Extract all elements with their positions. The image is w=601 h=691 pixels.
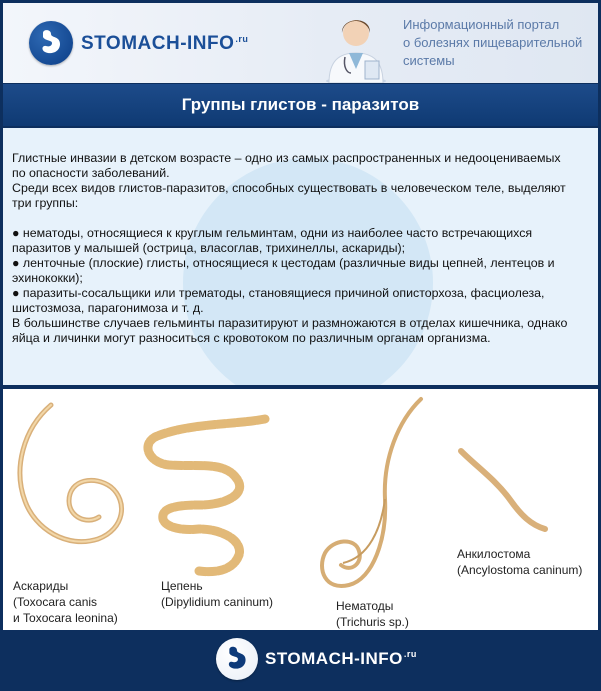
page-title: Группы глистов - паразитов <box>3 84 598 126</box>
nematode-illustration <box>322 399 421 586</box>
paragraph: Среди всех видов глистов-паразитов, способных существовать в человеческом теле, выделяют три группы: <box>12 181 566 210</box>
portal-line: системы <box>403 53 455 68</box>
logo-text: STOMACH-$INFO^{.ru}$ <box>81 33 249 54</box>
caption-ascaris: Аскариды (Toxocara canis и Toxocara leonina) <box>13 579 118 625</box>
footer-logo-text: STOMACH-$INFO^{.ru}$ <box>265 649 417 668</box>
stomach-logo-icon <box>29 21 73 65</box>
paragraph: В большинстве случаев гельминты паразитируют и размножаются в отделах кишечника, однако яйца и личинки могут разноситься с кровотоком по различным органам организма. <box>12 316 568 345</box>
list-item: ● паразиты-сосальщики или трематоды, становящиеся причиной описторхоза, фасциолеза, шистозмоза, парагонимоза и т. д. <box>12 286 545 315</box>
hookworm-illustration <box>461 451 545 529</box>
list-item: ● ленточные (плоские) глисты, относящиеся к цестодам (различные виды цепней, лентецов и эхинококки); <box>12 256 555 285</box>
caption-tapeworm: Цепень (Dipylidium caninum) <box>161 579 274 609</box>
caption-hookworm: Анкилостома (Ancylostoma caninum) <box>457 547 583 577</box>
caption-nematode: Нематоды (Trichuris sp.) <box>336 599 409 629</box>
article-text <box>12 151 577 346</box>
list-item: ● нематоды, относящиеся к круглым гельминтам, одни из наиболее часто встречающихся паразитов у малышей (острица, власоглав, трихинеллы, аскариды); <box>12 226 533 255</box>
portal-line: Информационный портал <box>403 17 560 32</box>
paragraph: Глистные инвазии в детском возрасте – одно из самых распространенных и недооцениваемых по опасности заболеваний. <box>12 151 561 180</box>
tapeworm-illustration <box>148 419 265 572</box>
footer <box>3 633 598 688</box>
portal-description <box>403 16 598 70</box>
stomach-logo-icon <box>216 638 258 680</box>
worms-illustration <box>3 389 598 630</box>
ascaris-worm-illustration <box>20 405 122 542</box>
portal-line: о болезнях пищеварительной <box>403 35 583 50</box>
text-panel <box>3 128 598 385</box>
header <box>3 3 598 83</box>
doctor-illustration-icon <box>321 3 391 83</box>
